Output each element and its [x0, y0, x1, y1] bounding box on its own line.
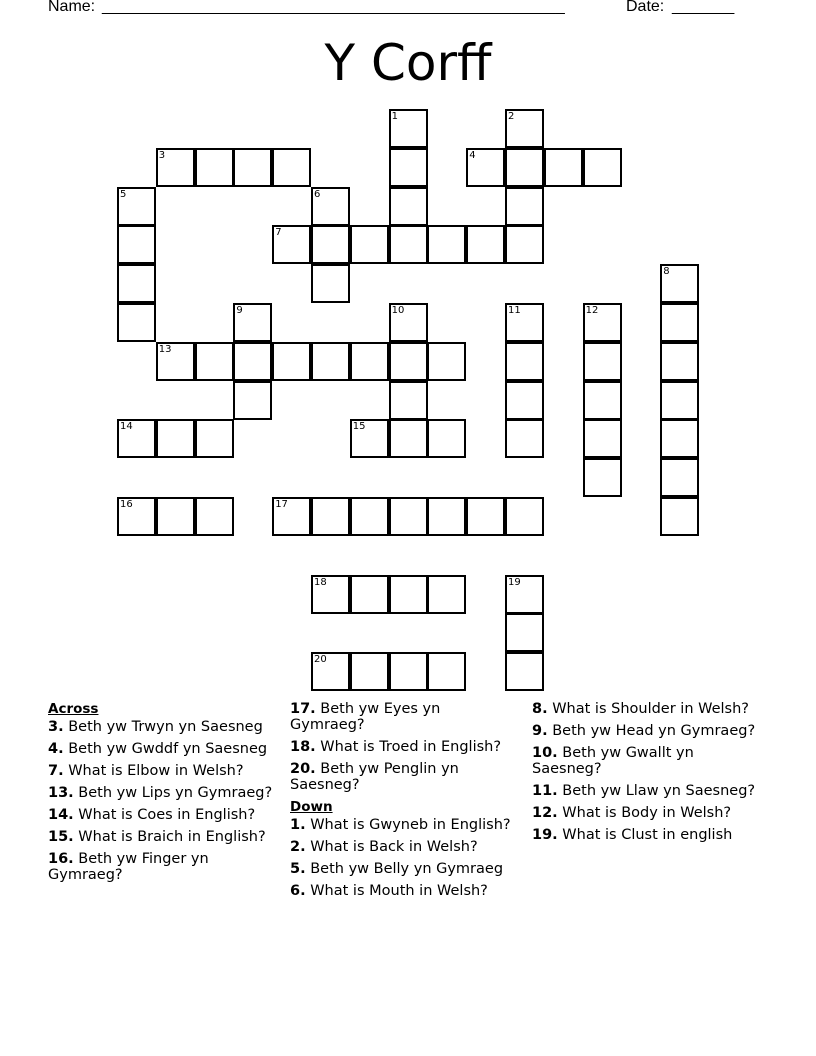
- clue-number: 2.: [290, 839, 306, 855]
- grid-cell[interactable]: [660, 497, 699, 536]
- grid-cell[interactable]: [583, 148, 622, 187]
- grid-cell[interactable]: [156, 497, 195, 536]
- grid-cell[interactable]: [505, 303, 544, 342]
- name-field[interactable]: ____________________________________________________: [102, 0, 565, 15]
- grid-cell[interactable]: [272, 342, 311, 381]
- grid-cell[interactable]: [427, 419, 466, 458]
- grid-cell[interactable]: [389, 342, 428, 381]
- grid-cell[interactable]: [156, 419, 195, 458]
- clue-down-1: [290, 817, 518, 833]
- grid-cell[interactable]: [117, 187, 156, 226]
- clue-number: 4.: [48, 741, 64, 757]
- grid-cell[interactable]: [583, 381, 622, 420]
- grid-cell[interactable]: [466, 225, 505, 264]
- grid-cell[interactable]: [272, 148, 311, 187]
- grid-cell[interactable]: [505, 497, 544, 536]
- grid-cell[interactable]: [233, 381, 272, 420]
- grid-cell[interactable]: [389, 109, 428, 148]
- clue-text: What is Clust in english: [557, 827, 733, 843]
- grid-cell[interactable]: [350, 575, 389, 614]
- grid-cell[interactable]: [195, 419, 234, 458]
- grid-cell[interactable]: [350, 652, 389, 691]
- cell-number: 9: [236, 305, 243, 316]
- clue-text: What is Troed in English?: [315, 739, 502, 755]
- grid-cell[interactable]: [660, 303, 699, 342]
- grid-cell[interactable]: [389, 497, 428, 536]
- clue-text: What is Coes in English?: [73, 807, 256, 823]
- grid-cell[interactable]: [660, 342, 699, 381]
- cell-number: 20: [314, 654, 327, 666]
- clue-number: 19.: [532, 827, 558, 843]
- clue-column-2: [290, 701, 518, 905]
- grid-cell[interactable]: [427, 497, 466, 536]
- clue-down-12: [532, 805, 762, 821]
- grid-cell[interactable]: [505, 613, 544, 652]
- grid-cell[interactable]: [389, 187, 428, 226]
- grid-cell[interactable]: [311, 652, 350, 691]
- grid-cell[interactable]: [505, 342, 544, 381]
- grid-cell[interactable]: [505, 148, 544, 187]
- clue-text: What is Elbow in Welsh?: [63, 763, 244, 779]
- cell-number: 11: [508, 305, 521, 316]
- clue-down-11: [532, 783, 762, 799]
- grid-cell[interactable]: [233, 342, 272, 381]
- grid-cell[interactable]: [117, 303, 156, 342]
- clue-across-16: [48, 851, 276, 883]
- cell-number: 8: [663, 266, 670, 278]
- clue-text: Beth yw Penglin yn Saesneg?: [290, 761, 459, 793]
- grid-cell[interactable]: [505, 652, 544, 691]
- grid-cell[interactable]: [389, 303, 428, 342]
- clue-number: 16.: [48, 851, 74, 867]
- clue-number: 10.: [532, 745, 558, 761]
- cell-number: 16: [120, 499, 133, 510]
- clue-text: Beth yw Llaw yn Saesneg?: [557, 783, 756, 799]
- grid-cell[interactable]: [505, 187, 544, 226]
- grid-cell[interactable]: [195, 148, 234, 187]
- clue-number: 6.: [290, 883, 306, 899]
- grid-cell[interactable]: [233, 148, 272, 187]
- clue-across-14: [48, 807, 276, 823]
- grid-cell[interactable]: [272, 497, 311, 536]
- grid-cell[interactable]: [389, 225, 428, 264]
- clue-number: 7.: [48, 763, 64, 779]
- clue-text: Beth yw Head yn Gymraeg?: [547, 723, 756, 739]
- cell-number: 10: [391, 305, 405, 316]
- across-heading: Across: [48, 701, 99, 717]
- clue-number: 18.: [290, 739, 316, 755]
- clue-number: 15.: [48, 829, 74, 845]
- grid-cell[interactable]: [389, 148, 428, 187]
- grid-cell[interactable]: [466, 148, 505, 187]
- grid-cell[interactable]: [583, 419, 622, 458]
- grid-cell[interactable]: [583, 458, 622, 497]
- clue-text: What is Shoulder in Welsh?: [547, 701, 750, 717]
- clue-number: 14.: [48, 807, 74, 823]
- clue-text: What is Gwyneb in English?: [305, 817, 511, 833]
- cell-number: 1: [391, 111, 398, 122]
- clue-number: 13.: [48, 785, 74, 801]
- grid-cell[interactable]: [505, 225, 544, 264]
- grid-cell[interactable]: [389, 381, 428, 420]
- grid-cell[interactable]: [350, 419, 389, 458]
- clue-number: 1.: [290, 817, 306, 833]
- clue-number: 20.: [290, 761, 316, 777]
- clue-number: 17.: [290, 701, 316, 717]
- grid-cell[interactable]: [427, 225, 466, 264]
- grid-cell[interactable]: [660, 458, 699, 497]
- puzzle-title: Y Corff: [324, 34, 492, 92]
- grid-cell[interactable]: [311, 225, 350, 264]
- clue-text: What is Back in Welsh?: [305, 839, 478, 855]
- grid-cell[interactable]: [233, 303, 272, 342]
- cell-number: 12: [585, 305, 599, 316]
- clue-down-2: [290, 839, 518, 855]
- cell-number: 13: [158, 343, 172, 355]
- cell-number: 6: [314, 188, 321, 200]
- grid-cell[interactable]: [660, 419, 699, 458]
- clue-across-17: [290, 701, 518, 733]
- cell-number: 4: [469, 149, 476, 161]
- grid-cell[interactable]: [350, 342, 389, 381]
- clue-number: 8.: [532, 701, 548, 717]
- cell-number: 17: [275, 499, 288, 510]
- date-label: Date:: [626, 0, 665, 15]
- grid-cell[interactable]: [660, 381, 699, 420]
- grid-cell[interactable]: [311, 575, 350, 614]
- clue-number: 9.: [532, 723, 548, 739]
- clue-text: Beth yw Gwallt yn Saesneg?: [532, 745, 694, 777]
- grid-cell[interactable]: [272, 225, 311, 264]
- grid-cell[interactable]: [544, 148, 583, 187]
- clue-text: Beth yw Lips yn Gymraeg?: [73, 785, 273, 801]
- clue-across-20: [290, 761, 518, 793]
- cell-number: 14: [120, 421, 133, 433]
- grid-cell[interactable]: [583, 303, 622, 342]
- clue-text: Beth yw Finger yn Gymraeg?: [48, 851, 209, 883]
- clue-across-15: [48, 829, 276, 845]
- clue-text: Beth yw Belly yn Gymraeg: [305, 861, 504, 877]
- clue-text: What is Body in Welsh?: [557, 805, 732, 821]
- clue-down-8: [532, 701, 762, 717]
- cell-number: 5: [120, 188, 127, 200]
- grid-cell[interactable]: [505, 419, 544, 458]
- clue-number: 12.: [532, 805, 558, 821]
- grid-cell[interactable]: [117, 264, 156, 303]
- clue-across-3: [48, 719, 276, 735]
- name-label: Name:: [48, 0, 96, 15]
- clue-text: Beth yw Trwyn yn Saesneg: [63, 719, 263, 735]
- clue-number: 11.: [532, 783, 558, 799]
- clue-text: Beth yw Gwddf yn Saesneg: [63, 741, 268, 757]
- grid-cell[interactable]: [156, 342, 195, 381]
- grid-cell[interactable]: [660, 264, 699, 303]
- grid-cell[interactable]: [311, 264, 350, 303]
- grid-cell[interactable]: [427, 575, 466, 614]
- grid-cell[interactable]: [505, 575, 544, 614]
- cell-number: 2: [508, 111, 515, 122]
- grid-cell[interactable]: [505, 109, 544, 148]
- clue-column-1: [48, 701, 276, 889]
- grid-cell[interactable]: [156, 148, 195, 187]
- clue-across-7: [48, 763, 276, 779]
- grid-cell[interactable]: [389, 575, 428, 614]
- grid-cell[interactable]: [389, 652, 428, 691]
- date-field[interactable]: _______: [672, 0, 735, 15]
- clue-down-5: [290, 861, 518, 877]
- grid-cell[interactable]: [505, 381, 544, 420]
- clue-text: What is Braich in English?: [73, 829, 266, 845]
- grid-cell[interactable]: [466, 497, 505, 536]
- clue-down-19: [532, 827, 762, 843]
- grid-cell[interactable]: [583, 342, 622, 381]
- cell-number: 7: [275, 227, 282, 239]
- clue-text: Beth yw Eyes yn Gymraeg?: [290, 701, 441, 733]
- cell-number: 15: [352, 421, 366, 433]
- clue-across-13: [48, 785, 276, 801]
- grid-cell[interactable]: [389, 419, 428, 458]
- grid-cell[interactable]: [350, 497, 389, 536]
- clue-down-9: [532, 723, 762, 739]
- grid-cell[interactable]: [311, 342, 350, 381]
- grid-cell[interactable]: [117, 225, 156, 264]
- clue-across-18: [290, 739, 518, 755]
- grid-cell[interactable]: [195, 497, 234, 536]
- clue-column-3: [532, 701, 762, 849]
- grid-cell[interactable]: [427, 342, 466, 381]
- down-heading: Down: [290, 799, 333, 815]
- clue-text: What is Mouth in Welsh?: [305, 883, 488, 899]
- clue-down-6: [290, 883, 518, 899]
- grid-cell[interactable]: [195, 342, 234, 381]
- cell-number: 18: [314, 576, 327, 588]
- clue-number: 5.: [290, 861, 306, 877]
- grid-cell[interactable]: [427, 652, 466, 691]
- grid-cell[interactable]: [350, 225, 389, 264]
- clue-down-10: [532, 745, 762, 777]
- grid-cell[interactable]: [311, 187, 350, 226]
- grid-cell[interactable]: [117, 419, 156, 458]
- grid-cell[interactable]: [311, 497, 350, 536]
- cell-number: 19: [508, 576, 521, 588]
- cell-number: 3: [158, 149, 166, 161]
- clue-number: 3.: [48, 719, 64, 735]
- clue-across-4: [48, 741, 276, 757]
- grid-cell[interactable]: [117, 497, 156, 536]
